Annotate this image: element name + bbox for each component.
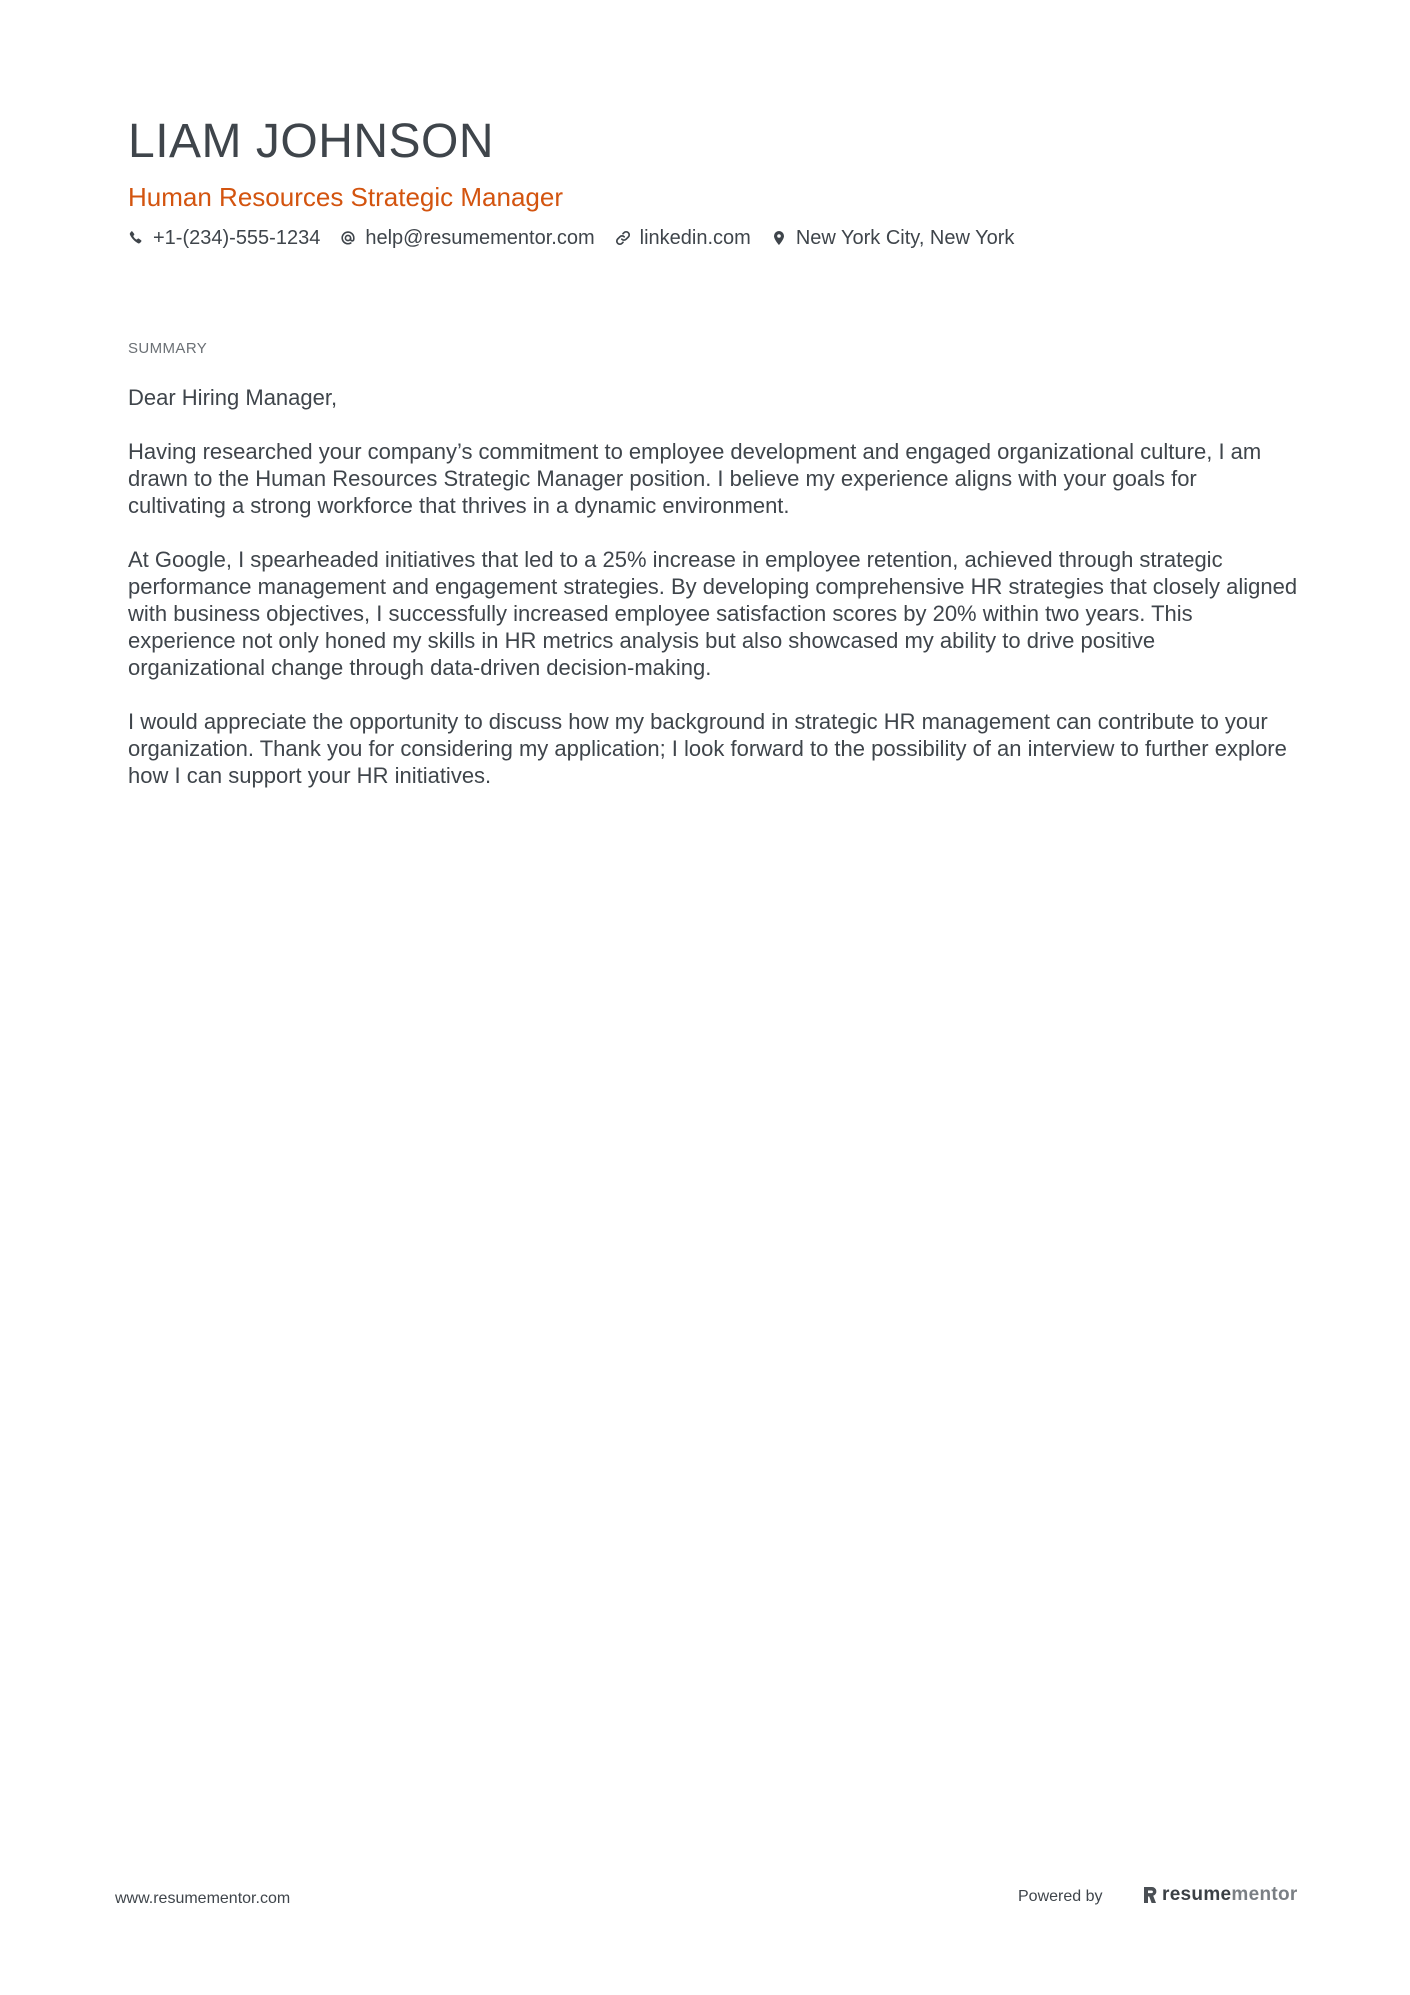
header [128, 112, 1288, 252]
letter-paragraph: Having researched your company’s commitment to employee development and engaged organizational culture, I am drawn to the Human Resources Strategic Manager position. I believe my experience aligns with your goals for cultivating a strong workforce that thrives in a dynamic environment. [128, 439, 1262, 518]
job-title: Human Resources Strategic Manager [128, 182, 563, 212]
letter-greeting: Dear Hiring Manager, [128, 385, 338, 410]
location-text: New York City, New York [795, 227, 1015, 249]
brand-name-part1: resume [1162, 1884, 1232, 1905]
contact-email [340, 224, 594, 252]
candidate-name: LIAM JOHNSON [128, 115, 495, 168]
letter-paragraph: I would appreciate the opportunity to discuss how my background in strategic HR management can contribute to your organization. Thank you for considering my application; I look forward to the possibility of an interview to further explore how I can support your HR initiatives. [128, 709, 1287, 788]
at-icon [340, 230, 356, 246]
contact-phone [128, 224, 320, 252]
powered-by-label: Powered by [1018, 1888, 1103, 1905]
linkedin-text[interactable]: linkedin.com [639, 227, 751, 249]
contact-linkedin [615, 224, 751, 252]
letter-body [128, 384, 1298, 816]
brand-logo[interactable] [1142, 1884, 1298, 1906]
resumementor-logo-icon [1142, 1884, 1158, 1906]
letter-paragraph: At Google, I spearheaded initiatives that led to a 25% increase in employee retention, achieved through strategic performance management and engagement strategies. By developing comprehensive HR strategies that closely aligned with business objectives, I successfully increased employee satisfaction scores by 20% within two years. This experience not only honed my skills in HR metrics analysis but also showcased my ability to drive positive organizational change through data-driven decision-making. [128, 547, 1298, 680]
phone-icon [128, 230, 144, 246]
location-pin-icon [771, 230, 787, 246]
footer [0, 1880, 1410, 1920]
phone-text[interactable]: +1-(234)-555-1234 [153, 227, 321, 249]
contact-bar [128, 224, 1288, 252]
email-text[interactable]: help@resumementor.com [365, 227, 595, 249]
brand-name-part2: mentor [1231, 1884, 1298, 1905]
footer-website-link[interactable]: www.resumementor.com [115, 1890, 291, 1907]
link-icon [615, 230, 631, 246]
contact-location [771, 224, 1015, 252]
section-heading-summary: SUMMARY [128, 340, 208, 357]
